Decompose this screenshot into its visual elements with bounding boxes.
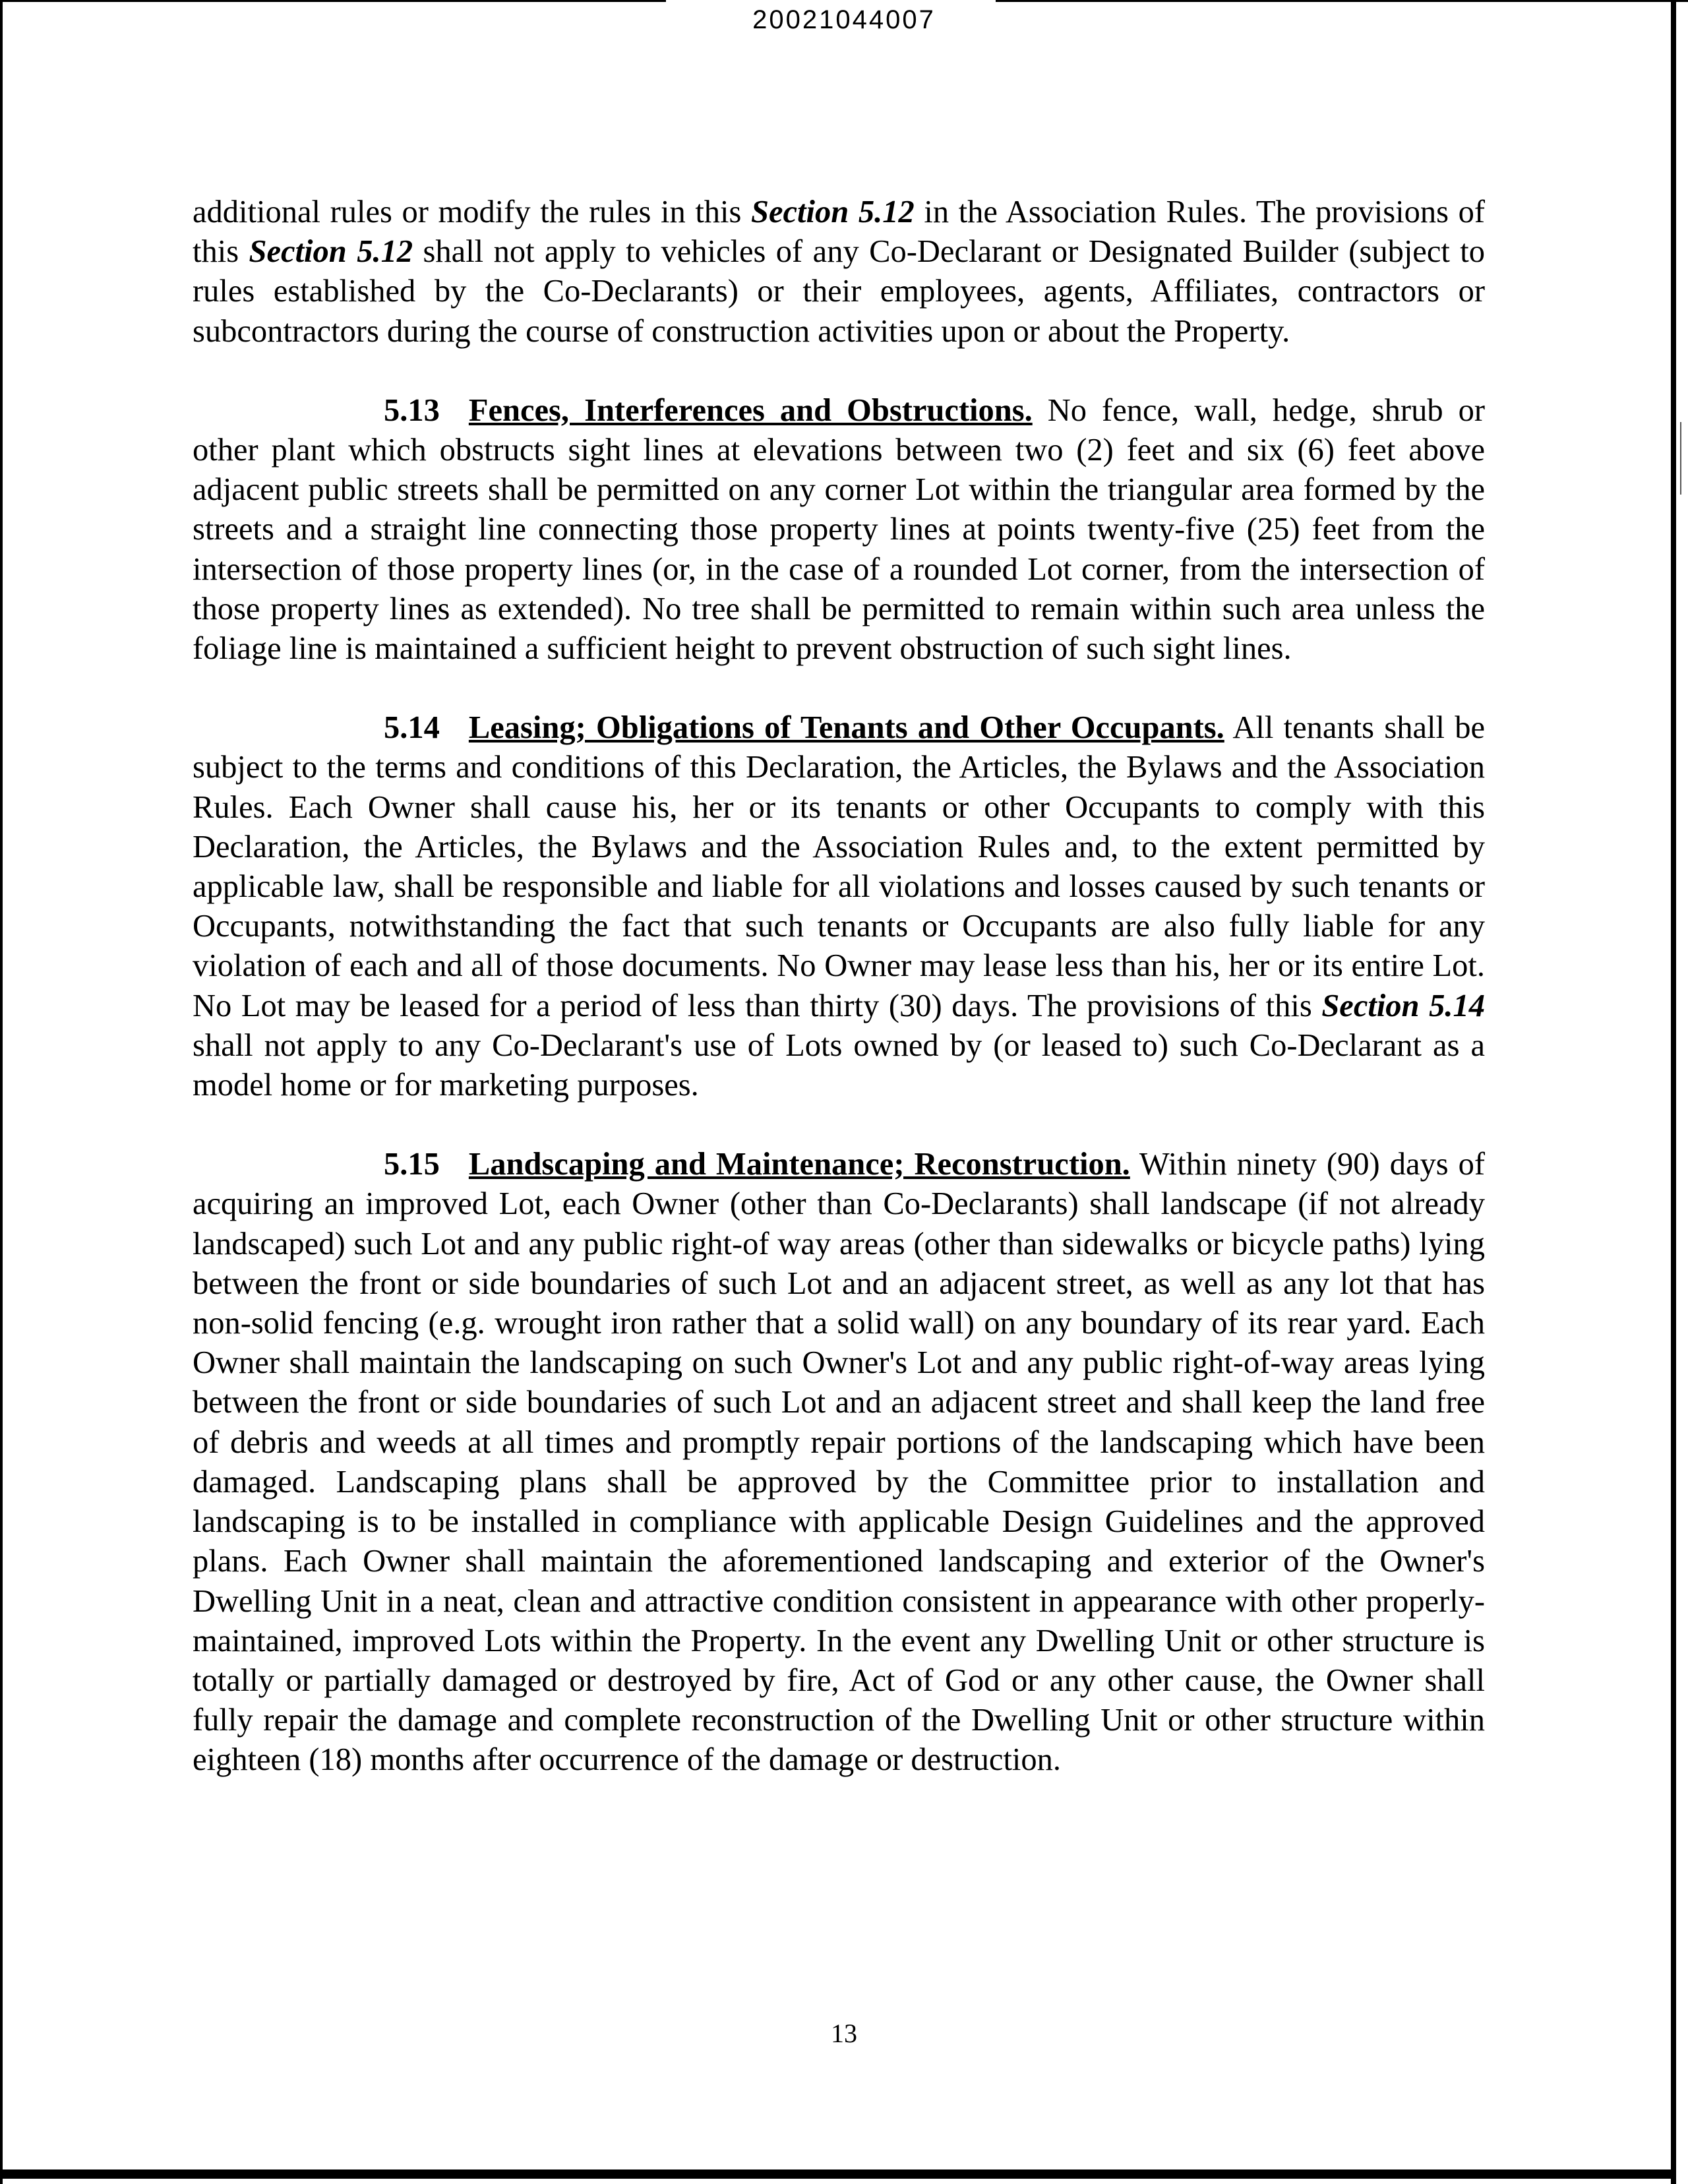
section-title: Fences, Interferences and Obstructions. — [468, 392, 1033, 428]
section-number: 5.15 — [384, 1147, 440, 1182]
section-5-13 — [193, 391, 1485, 669]
section-reference: Section 5.14 — [1321, 988, 1485, 1023]
top-border-left — [0, 0, 666, 2]
text-run: shall not apply to vehicles of any Co-Declarant or Designated Builder (subject to rules established by the Co-Declarants) or their employees, agents, Affiliates, contractors or subcontractors during the course of construction activities upon or about the Property. — [193, 234, 1486, 349]
section-5-15 — [193, 1145, 1485, 1780]
document-body — [193, 193, 1485, 1820]
document-number: 20021044007 — [752, 5, 936, 34]
text-run: additional rules or modify the rules in this — [193, 195, 752, 229]
text-run: in the Association Rules. The provisions of this — [193, 195, 1486, 270]
section-number: 5.14 — [384, 710, 440, 746]
section-title: Leasing; Obligations of Tenants and Other Occupants. — [468, 710, 1224, 746]
right-border — [1671, 0, 1676, 2184]
section-body: No fence, wall, hedge, shrub or other plant which obstructs sight lines at elevations between two (2) feet and six (6) feet above adjacent public streets shall be permitted on any corner Lot within the triangular area formed by the streets and a straight line connecting those property lines at points twenty-five (25) feet from the intersection of those property lines (or, in the case of a rounded Lot corner, from the intersection of those property lines as extended). No tree shall be permitted to remain within such area unless the foliage line is maintained a sufficient height to prevent obstruction of such sight lines. — [193, 392, 1485, 667]
bottom-border — [0, 2169, 1676, 2179]
section-number: 5.13 — [384, 392, 440, 428]
section-body: shall not apply to any Co-Declarant's use of Lots owned by (or leased to) such Co-Declarant as a model home or for marketing purposes. — [193, 1027, 1485, 1103]
section-body: All tenants shall be subject to the terms and conditions of this Declaration, the Articles, the Bylaws and the Association Rules. Each Owner shall cause his, her or its tenants or other Occupants to comply with this Declaration, the Articles, the Bylaws and the Association Rules and, to the extent permitted by applicable law, shall be responsible and liable for all violations and losses caused by such tenants or Occupants, notwithstanding the fact that such tenants or Occupants are also fully liable for any violation of each and all of those documents. No Owner may lease less than his, her or its entire Lot. No Lot may be leased for a period of less than thirty (30) days. The provisions of this — [193, 710, 1485, 1023]
left-scan-mark — [0, 1108, 3, 1147]
paragraph-5-12-continued — [193, 193, 1485, 351]
left-border — [0, 0, 3, 2184]
section-reference: Section 5.12 — [249, 234, 413, 270]
section-reference: Section 5.12 — [751, 195, 915, 229]
section-body: Within ninety (90) days of acquiring an improved Lot, each Owner (other than Co-Declarants) shall landscape (if not already landscaped) such Lot and any public right-of way areas (other than sidewalks or bicycle paths) lying between the front or side boundaries of such Lot and an adjacent street, as well as any lot that has non-solid fencing (e.g. wrought iron rather that a solid wall) on any boundary of its rear yard. Each Owner shall maintain the landscaping on such Owner's Lot and any public right-of-way areas lying between the front or side boundaries of such Lot and an adjacent street and shall keep the land free of debris and weeds at all times and promptly repair portions of the landscaping which have been damaged. Landscaping plans shall be approved by the Committee prior to installation and landscaping is to be installed in compliance with applicable Design Guidelines and the approved plans. Each Owner shall maintain the aforementioned landscaping and exterior of the Owner's Dwelling Unit in a neat, clean and attractive condition consistent in appearance with other properly-maintained, improved Lots within the Property. In the event any Dwelling Unit or other structure is totally or partially damaged or destroyed by fire, Act of God or any other cause, the Owner shall fully repair the damage and complete reconstruction of the Dwelling Unit or other structure within eighteen (18) months after occurrence of the damage or destruction. — [193, 1147, 1485, 1778]
page-number: 13 — [831, 2018, 857, 2048]
section-5-14 — [193, 708, 1485, 1105]
right-scan-mark — [1680, 422, 1681, 495]
section-title: Landscaping and Maintenance; Reconstruction. — [468, 1147, 1130, 1182]
top-border-right — [996, 0, 1688, 2]
